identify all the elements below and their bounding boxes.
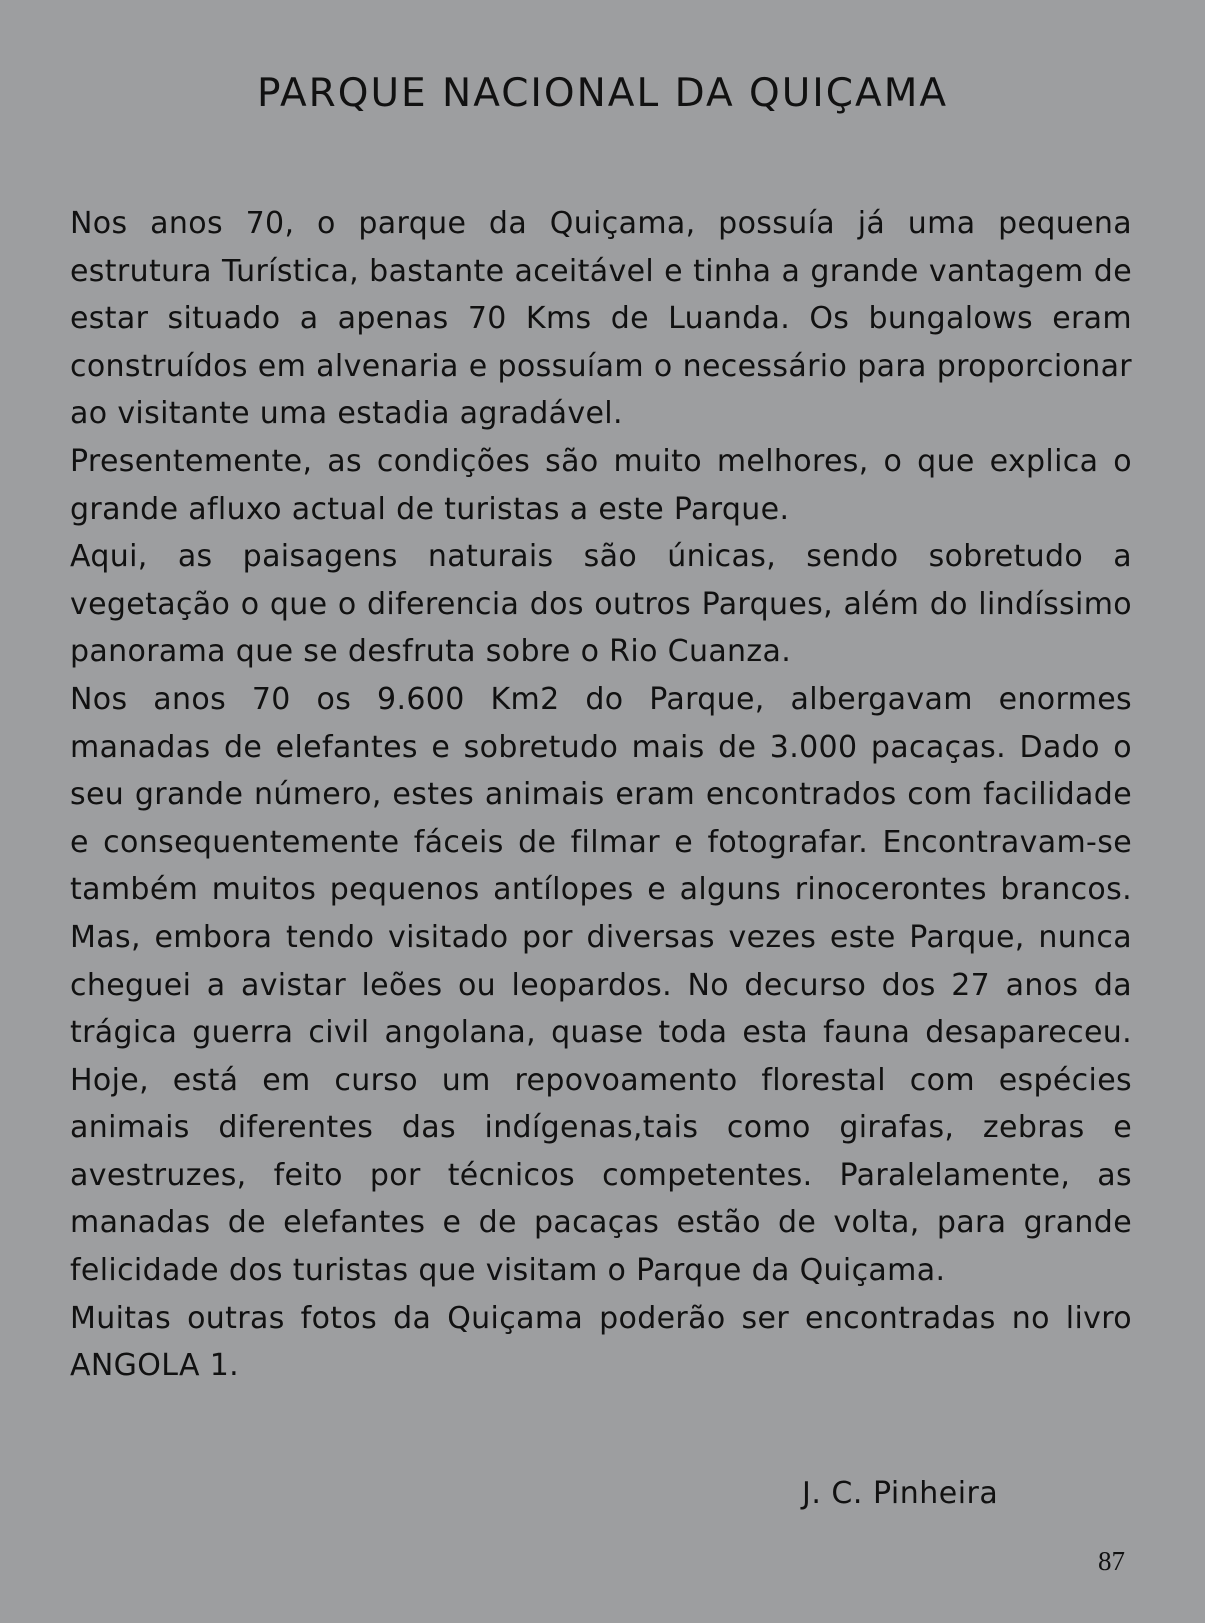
page-number: 87 bbox=[1098, 1546, 1125, 1576]
author-signature: J. C. Pinheira bbox=[802, 1476, 999, 1511]
page-title: PARQUE NACIONAL DA QUIÇAMA bbox=[256, 71, 949, 116]
paragraph-5: Muitas outras fotos da Quiçama poderão ser encontradas no livro ANGOLA 1. bbox=[70, 1300, 1132, 1384]
paragraph-3: Aqui, as paisagens naturais são únicas, sendo sobretudo a vegetação o que o diferencia dos outros Parques, além do lindíssimo panorama que se desfruta sobre o Rio Cuanza. bbox=[70, 539, 1132, 670]
paragraph-4: Nos anos 70 os 9.600 Km2 do Parque, albergavam enormes manadas de elefantes e sobretudo mais de 3.000 pacaças. Dado o seu grande número, estes animais eram encontrados com facilidade e consequentemente fáceis de filmar e fotografar. Encontravam-se também muitos pequenos antílopes e alguns rinocerontes brancos. Mas, embora tendo visitado por diversas vezes este Parque, nunca cheguei a avistar leões ou leopardos. No decurso dos 27 anos da trágica guerra civil angolana, quase toda esta fauna desapareceu. Hoje, está em curso um repovoamento florestal com espécies animais diferentes das indígenas,tais como girafas, zebras e avestruzes, feito por técnicos competentes. Paralelamente, as manadas de elefantes e de pacaças estão de volta, para grande felicidade dos turistas que visitam o Parque da Quiçama. bbox=[70, 681, 1132, 1289]
article-body bbox=[70, 200, 1132, 1390]
paragraph-1: Nos anos 70, o parque da Quiçama, possuía já uma pequena estrutura Turística, bastante aceitável e tinha a grande vantagem de estar situado a apenas 70 Kms de Luanda. Os bungalows eram construídos em alvenaria e possuíam o necessário para proporcionar ao visitante uma estadia agradável. bbox=[70, 206, 1132, 432]
paragraph-2: Presentemente, as condições são muito melhores, o que explica o grande afluxo actual de turistas a este Parque. bbox=[70, 443, 1132, 527]
